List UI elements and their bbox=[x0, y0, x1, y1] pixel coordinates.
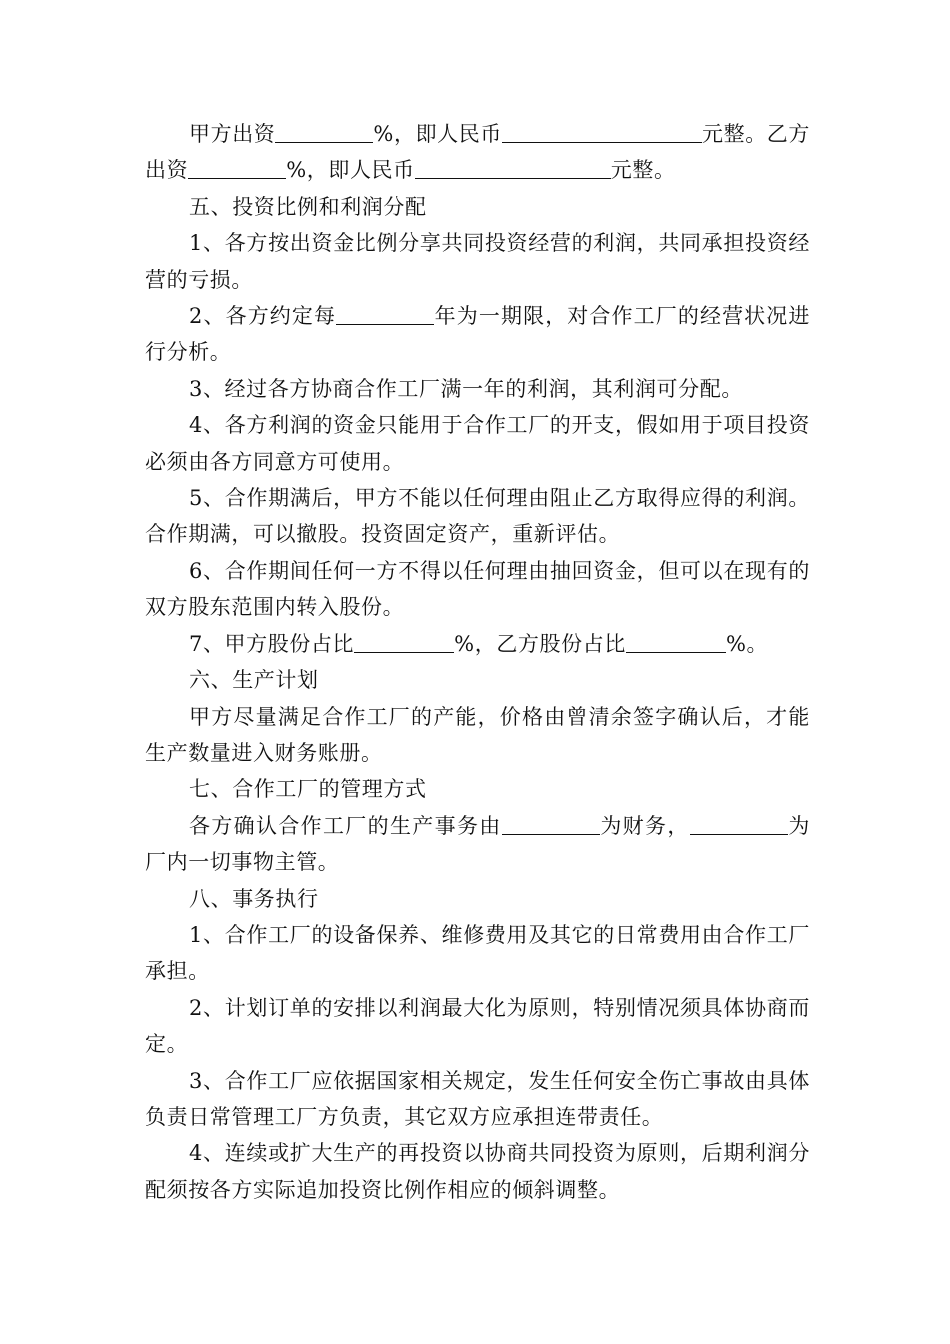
fill-blank-party-a-percent bbox=[275, 120, 373, 143]
section-heading-8: 八、事务执行 bbox=[189, 886, 319, 911]
text-segment: 甲方出资 bbox=[189, 122, 276, 146]
fill-blank-period-years bbox=[336, 302, 434, 325]
text-segment: %，乙方股份占比 bbox=[454, 631, 626, 656]
text-segment: 2、各方约定每 bbox=[189, 304, 337, 329]
clause-8-3: 3、合作工厂应依据国家相关规定，发生任何安全伤亡事故由具体负责日常管理工厂方负责，其它双方应承担连带责任。 bbox=[145, 1068, 810, 1129]
fill-blank-party-b-amount bbox=[415, 156, 611, 179]
text-segment: %，即人民币 bbox=[373, 122, 502, 146]
fill-blank-party-b-percent bbox=[188, 156, 286, 179]
clause-5-4: 4、各方利润的资金只能用于合作工厂的开支，假如用于项目投资必须由各方同意方可使用。 bbox=[145, 413, 810, 474]
clause-8-2: 2、计划订单的安排以利润最大化为原则，特别情况须具体协商而定。 bbox=[145, 995, 810, 1057]
text-segment: %。 bbox=[725, 631, 769, 656]
text-segment: 元整。 bbox=[610, 158, 676, 183]
clause-6: 甲方尽量满足合作工厂的产能，价格由曾清余签字确认后，才能生产数量进入财务账册。 bbox=[145, 704, 810, 765]
clause-5-7 bbox=[145, 626, 810, 662]
text-segment: 各方确认合作工厂的生产事务由 bbox=[189, 813, 502, 838]
clause-5-3: 3、经过各方协商合作工厂满一年的利润，其利润可分配。 bbox=[189, 376, 743, 401]
paragraph-capital-contribution bbox=[145, 116, 810, 189]
text-segment: 元整。乙方出资 bbox=[145, 122, 811, 183]
clause-7 bbox=[145, 808, 810, 881]
section-heading-7: 七、合作工厂的管理方式 bbox=[189, 777, 427, 802]
document-page bbox=[145, 116, 810, 1208]
clause-5-5: 5、合作期满后，甲方不能以任何理由阻止乙方取得应得的利润。合作期满，可以撤股。投资固定资产，重新评估。 bbox=[145, 486, 810, 547]
text-segment: %，即人民币 bbox=[286, 158, 415, 183]
fill-blank-finance-person bbox=[502, 812, 600, 835]
section-heading-5: 五、投资比例和利润分配 bbox=[189, 194, 427, 219]
text-segment: 年为一期限，对合作工厂的经营状况进行分析。 bbox=[145, 304, 811, 365]
fill-blank-factory-manager bbox=[690, 812, 788, 835]
clause-8-4: 4、连续或扩大生产的再投资以协商共同投资为原则，后期利润分配须按各方实际追加投资比例作相应的倾斜调整。 bbox=[145, 1141, 810, 1202]
text-segment: 为财务， bbox=[599, 813, 690, 838]
fill-blank-party-a-amount bbox=[502, 120, 702, 143]
clause-8-1: 1、合作工厂的设备保养、维修费用及其它的日常费用由合作工厂承担。 bbox=[145, 922, 810, 984]
clause-5-1: 1、各方按出资金比例分享共同投资经营的利润，共同承担投资经营的亏损。 bbox=[145, 231, 810, 292]
fill-blank-party-b-share bbox=[626, 630, 726, 653]
clause-5-2 bbox=[145, 298, 810, 371]
clause-5-6: 6、合作期间任何一方不得以任何理由抽回资金，但可以在现有的双方股东范围内转入股份。 bbox=[145, 558, 810, 620]
fill-blank-party-a-share bbox=[354, 630, 454, 653]
text-segment: 为厂内一切事物主管。 bbox=[145, 813, 810, 875]
section-heading-6: 六、生产计划 bbox=[189, 668, 319, 693]
text-segment: 7、甲方股份占比 bbox=[189, 631, 355, 656]
